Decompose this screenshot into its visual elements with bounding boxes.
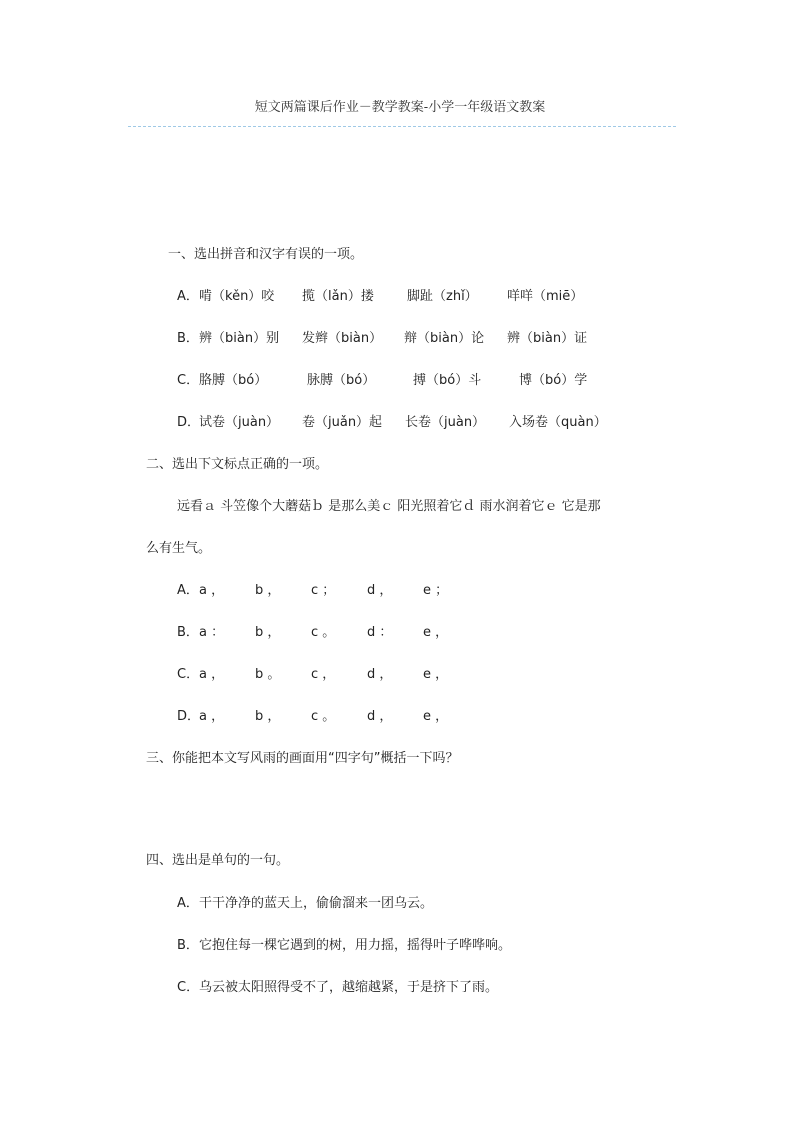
option-item: a ：: [199, 625, 225, 640]
option-label: C．: [177, 980, 200, 995]
option-item: b ，: [255, 709, 281, 724]
option-label: D．: [177, 709, 201, 724]
option-item: d ，: [367, 583, 393, 598]
option-item: c ，: [311, 667, 336, 682]
header-divider: [128, 126, 676, 127]
q1-option-a: [177, 289, 657, 305]
q2-passage-line2: 么有生气。: [146, 541, 212, 556]
option-item: c 。: [311, 709, 336, 724]
option-item: 搏（bó）斗: [413, 373, 482, 388]
q2-option-a: [177, 583, 477, 599]
option-item: 辨（biàn）证: [507, 331, 588, 346]
option-item: 博（bó）学: [519, 373, 588, 388]
option-item: 发辫（biàn）: [302, 331, 383, 346]
option-item: b ，: [255, 625, 281, 640]
option-label: A．: [177, 896, 199, 911]
option-item: 辨（biàn）别: [199, 331, 280, 346]
q2-stem: 二、选出下文标点正确的一项。: [146, 457, 329, 472]
option-item: a ，: [199, 667, 225, 682]
option-item: 啃（kěn）咬: [199, 289, 275, 304]
q1-stem: 一、选出拼音和汉字有误的一项。: [168, 247, 364, 262]
option-item: c 。: [311, 625, 336, 640]
option-label: A．: [177, 289, 199, 304]
option-item: e ，: [423, 667, 449, 682]
option-item: d ：: [367, 625, 393, 640]
option-item: b 。: [255, 667, 281, 682]
q1-option-c: [177, 373, 657, 389]
q4-option-b: [177, 938, 617, 954]
option-item: c ；: [311, 583, 336, 598]
option-item: 脉膊（bó）: [307, 373, 376, 388]
option-item: e ，: [423, 625, 449, 640]
option-label: C．: [177, 667, 200, 682]
option-label: C．: [177, 373, 200, 388]
q3-stem: 三、你能把本文写风雨的画面用“四字句”概括一下吗？: [146, 751, 459, 766]
option-item: d ，: [367, 667, 393, 682]
q2-passage-line1: 远看ａ 斗笠像个大蘑菇ｂ 是那么美ｃ 阳光照着它ｄ 雨水润着它ｅ 它是那: [177, 499, 601, 514]
q2-option-c: [177, 667, 477, 683]
q1-option-d: [177, 415, 657, 431]
option-label: A．: [177, 583, 199, 598]
option-item: 入场卷（quàn）: [509, 415, 607, 430]
q1-option-b: [177, 331, 657, 347]
option-text: 乌云被太阳照得受不了，越缩越紧，于是挤下了雨。: [199, 980, 499, 995]
option-item: e ，: [423, 709, 449, 724]
option-item: 辩（biàn）论: [404, 331, 485, 346]
option-item: b ，: [255, 583, 281, 598]
option-item: e ；: [423, 583, 449, 598]
option-text: 干干净净的蓝天上，偷偷溜来一团乌云。: [199, 896, 434, 911]
option-item: 卷（juǎn）起: [302, 415, 383, 430]
q2-option-b: [177, 625, 477, 641]
option-item: d ，: [367, 709, 393, 724]
q4-stem: 四、选出是单句的一句。: [146, 853, 290, 868]
option-item: 揽（lǎn）搂: [302, 289, 374, 304]
option-label: D．: [177, 415, 201, 430]
option-item: 胳膊（bó）: [199, 373, 268, 388]
option-label: B．: [177, 331, 199, 346]
q4-option-a: [177, 896, 617, 912]
option-item: a ，: [199, 583, 225, 598]
option-item: 试卷（juàn）: [199, 415, 280, 430]
page-header-title: 短文两篇课后作业－教学教案-小学一年级语文教案: [254, 100, 546, 115]
option-label: B．: [177, 625, 199, 640]
option-item: 脚趾（zhǐ）: [407, 289, 478, 304]
option-item: 长卷（juàn）: [405, 415, 486, 430]
q4-option-c: [177, 980, 617, 996]
option-label: B．: [177, 938, 199, 953]
option-text: 它抱住每一棵它遇到的树，用力摇，摇得叶子哗哗响。: [199, 938, 512, 953]
option-item: 咩咩（miē）: [507, 289, 584, 304]
option-item: a ，: [199, 709, 225, 724]
q2-option-d: [177, 709, 477, 725]
